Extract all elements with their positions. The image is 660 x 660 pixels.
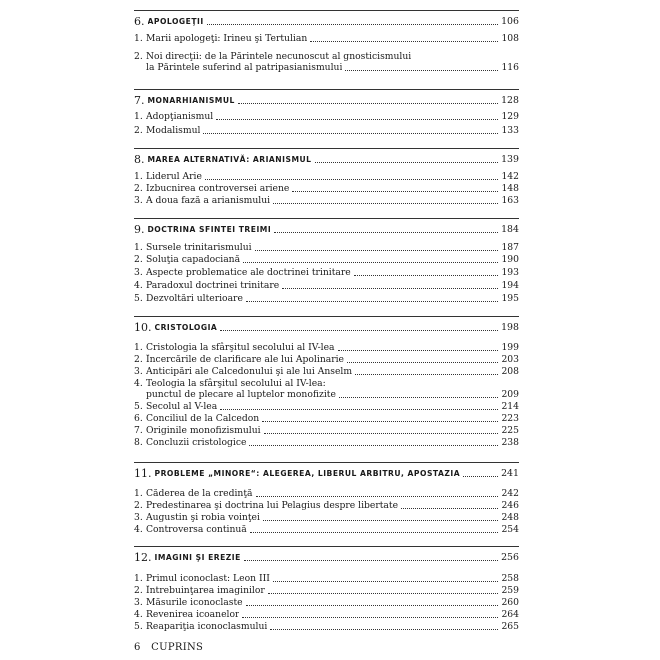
dot-leader — [246, 301, 499, 302]
toc-entry-number: 1. — [134, 342, 143, 353]
toc-entry-page: 163 — [501, 195, 519, 206]
toc-entry-title: A doua fază a arianismului — [146, 195, 271, 206]
dot-leader — [270, 629, 498, 630]
page-footer — [134, 642, 203, 653]
chapter-heading-number: 12. — [134, 551, 152, 564]
toc-entry-number: 3. — [134, 366, 143, 377]
toc-entry-number: 3. — [134, 512, 143, 523]
toc-entry — [134, 342, 519, 353]
toc-entry-number: 2. — [134, 51, 143, 62]
toc-entry-title: Sursele trinitarismului — [146, 242, 252, 253]
toc-entry-title: Încercările de clarificare ale lui Apolinarie — [146, 354, 344, 365]
dot-leader — [243, 262, 498, 263]
toc-entry-page: 265 — [501, 621, 519, 632]
dot-leader — [207, 24, 498, 25]
toc-entry-continuation — [134, 62, 519, 73]
toc-entry-number: 3. — [134, 597, 143, 608]
toc-entry-page: 199 — [501, 342, 519, 353]
dot-leader — [345, 70, 498, 71]
toc-entry — [134, 254, 519, 265]
toc-entry-title: Teologia la sfârşitul secolului al IV-lea: — [146, 378, 326, 389]
toc-entry-continuation — [134, 389, 519, 400]
toc-entry — [134, 293, 519, 304]
dot-leader — [255, 250, 499, 251]
toc-entry-page: 259 — [501, 585, 519, 596]
toc-entry-title: Căderea de la credinţă — [146, 488, 253, 499]
toc-entry-page: 108 — [501, 33, 519, 44]
toc-entry-title: Liderul Arie — [146, 171, 202, 182]
toc-entry-number: 8. — [134, 437, 143, 448]
toc-entry-page: 254 — [501, 524, 519, 535]
toc-entry-title: Adopţianismul — [146, 111, 214, 122]
toc-entry-page: 246 — [501, 500, 519, 511]
toc-entry — [134, 573, 519, 584]
toc-entry — [134, 621, 519, 632]
footer-page-number: 6 — [134, 642, 141, 653]
toc-entry-title: Originile monofizismului — [146, 425, 261, 436]
toc-entry-number: 5. — [134, 293, 143, 304]
toc-entry-page: 129 — [501, 111, 519, 122]
chapter-heading — [134, 154, 519, 165]
toc-entry-number: 1. — [134, 171, 143, 182]
chapter-separator-rule — [134, 218, 519, 219]
toc-entry-title: Reapariţia iconoclasmului — [146, 621, 268, 632]
toc-entry — [134, 280, 519, 291]
chapter-heading-title: CRISTOLOGIA — [154, 323, 218, 332]
dot-leader — [244, 560, 498, 561]
chapter-heading-title: PROBLEME „MINORE“: ALEGEREA, LIBERUL ARBITRU, APOSTAZIA — [154, 469, 461, 478]
chapter-heading — [134, 16, 519, 27]
chapter-separator-rule — [134, 316, 519, 317]
chapter-separator-rule — [134, 89, 519, 90]
toc-entry — [134, 437, 519, 448]
toc-entry-number: 1. — [134, 111, 143, 122]
toc-entry — [134, 512, 519, 523]
toc-entry-title: Modalismul — [146, 125, 201, 136]
dot-leader — [242, 617, 498, 618]
toc-entry-number: 4. — [134, 378, 143, 389]
chapter-heading — [134, 552, 519, 563]
toc-entry-continuation-page: 209 — [501, 389, 519, 400]
dot-leader — [339, 397, 499, 398]
toc-entry-title: Izbucnirea controversei ariene — [146, 183, 290, 194]
toc-entry — [134, 125, 519, 136]
chapter-heading-page: 198 — [501, 322, 519, 333]
chapter-heading-number: 6. — [134, 15, 145, 28]
toc-entry-page: 238 — [501, 437, 519, 448]
dot-leader — [249, 445, 498, 446]
dot-leader — [216, 119, 498, 120]
toc-entry-page: 223 — [501, 413, 519, 424]
dot-leader — [292, 191, 498, 192]
toc-entry-page: 195 — [501, 293, 519, 304]
toc-entry-title: Dezvoltări ulterioare — [146, 293, 243, 304]
toc-entry-number: 2. — [134, 254, 143, 265]
toc-entry — [134, 500, 519, 511]
toc-entry-title: Primul iconoclast: Leon III — [146, 573, 270, 584]
toc-entry — [134, 51, 519, 62]
toc-entry-page: 260 — [501, 597, 519, 608]
toc-entry-number: 3. — [134, 195, 143, 206]
toc-entry — [134, 585, 519, 596]
dot-leader — [203, 133, 498, 134]
toc-entry — [134, 425, 519, 436]
dot-leader — [310, 41, 498, 42]
toc-entry-number: 2. — [134, 125, 143, 136]
toc-entry-title: Măsurile iconoclaste — [146, 597, 243, 608]
toc-entry-page: 193 — [501, 267, 519, 278]
dot-leader — [264, 433, 499, 434]
chapter-heading-title: IMAGINI ŞI EREZIE — [154, 553, 241, 562]
toc-entry-number: 2. — [134, 500, 143, 511]
chapter-heading-title: MONARHIANISMUL — [147, 96, 235, 105]
chapter-heading-number: 8. — [134, 153, 145, 166]
toc-entry-title: Concluzii cristologice — [146, 437, 247, 448]
toc-entry-number: 4. — [134, 524, 143, 535]
toc-entry-number: 1. — [134, 573, 143, 584]
chapter-heading-number: 9. — [134, 223, 145, 236]
toc-entry-page: 190 — [501, 254, 519, 265]
dot-leader — [315, 162, 499, 163]
toc-entry-title: Marii apologeţi: Irineu şi Tertulian — [146, 33, 308, 44]
toc-entry-title: Augustin şi robia voinţei — [146, 512, 260, 523]
toc-entry-title: Soluţia capadociană — [146, 254, 241, 265]
dot-leader — [273, 203, 498, 204]
chapter-heading-number: 10. — [134, 321, 152, 334]
toc-entry — [134, 378, 519, 389]
toc-entry-page: 258 — [501, 573, 519, 584]
toc-entry-number: 4. — [134, 609, 143, 620]
toc-entry — [134, 195, 519, 206]
toc-entry-page: 133 — [501, 125, 519, 136]
toc-entry-title: Anticipări ale Calcedonului şi ale lui Anselm — [146, 366, 353, 377]
toc-entry — [134, 242, 519, 253]
toc-entry-page: 208 — [501, 366, 519, 377]
toc-entry-number: 1. — [134, 488, 143, 499]
toc-entry — [134, 597, 519, 608]
toc-entry-number: 4. — [134, 280, 143, 291]
dot-leader — [268, 593, 499, 594]
dot-leader — [463, 476, 498, 477]
dot-leader — [238, 103, 498, 104]
chapter-separator-rule — [134, 10, 519, 11]
chapter-heading-title: APOLOGEŢII — [147, 17, 204, 26]
toc-entry-title: Paradoxul doctrinei trinitare — [146, 280, 280, 291]
toc-entry — [134, 111, 519, 122]
dot-leader — [273, 581, 499, 582]
toc-entry-page: 214 — [501, 401, 519, 412]
toc-entry-title: Conciliul de la Calcedon — [146, 413, 260, 424]
toc-entry — [134, 183, 519, 194]
toc-entry-number: 2. — [134, 585, 143, 596]
toc-entry-number: 5. — [134, 401, 143, 412]
toc-entry-number: 5. — [134, 621, 143, 632]
chapter-heading-page: 256 — [501, 552, 519, 563]
dot-leader — [401, 508, 498, 509]
toc-entry — [134, 524, 519, 535]
toc-entry-continuation-title: la Părintele suferind al patripasianismului — [146, 62, 343, 73]
chapter-heading-page: 184 — [501, 224, 519, 235]
toc-entry-title: Aspecte problematice ale doctrinei trinitare — [146, 267, 351, 278]
toc-entry-title: Revenirea icoanelor — [146, 609, 240, 620]
chapter-heading-number: 11. — [134, 467, 152, 480]
chapter-heading — [134, 468, 519, 479]
toc-entry — [134, 609, 519, 620]
dot-leader — [205, 179, 499, 180]
chapter-heading-title: MAREA ALTERNATIVĂ: ARIANISMUL — [147, 155, 312, 164]
toc-entry-page: 187 — [501, 242, 519, 253]
chapter-heading — [134, 224, 519, 235]
toc-entry-page: 264 — [501, 609, 519, 620]
dot-leader — [246, 605, 499, 606]
dot-leader — [250, 532, 499, 533]
chapter-heading-page: 106 — [501, 16, 519, 27]
chapter-heading — [134, 322, 519, 333]
chapter-heading — [134, 95, 519, 106]
toc-entry-title: Secolul al V-lea — [146, 401, 218, 412]
toc-entry-number: 7. — [134, 425, 143, 436]
chapter-separator-rule — [134, 462, 519, 463]
toc-entry-page: 248 — [501, 512, 519, 523]
footer-running-title: CUPRINS — [151, 642, 204, 653]
toc-entry-number: 2. — [134, 354, 143, 365]
toc-entry-title: Cristologia la sfârşitul secolului al IV-lea — [146, 342, 335, 353]
toc-entry-page: 194 — [501, 280, 519, 291]
chapter-heading-page: 241 — [501, 468, 519, 479]
toc-entry-title: Noi direcţii: de la Părintele necunoscut al gnosticismului — [146, 51, 412, 62]
chapter-heading-number: 7. — [134, 94, 145, 107]
dot-leader — [355, 374, 498, 375]
toc-entry — [134, 488, 519, 499]
dot-leader — [262, 421, 498, 422]
toc-entry — [134, 33, 519, 44]
toc-entry-number: 2. — [134, 183, 143, 194]
toc-entry-number: 6. — [134, 413, 143, 424]
dot-leader — [354, 275, 499, 276]
dot-leader — [347, 362, 498, 363]
chapter-separator-rule — [134, 148, 519, 149]
toc-entry-page: 142 — [501, 171, 519, 182]
toc-entry-page: 148 — [501, 183, 519, 194]
toc-entry-title: Controversa continuă — [146, 524, 247, 535]
chapter-separator-rule — [134, 546, 519, 547]
toc-entry — [134, 401, 519, 412]
toc-entry — [134, 171, 519, 182]
chapter-heading-page: 128 — [501, 95, 519, 106]
toc-entry — [134, 267, 519, 278]
toc-entry-page: 242 — [501, 488, 519, 499]
toc-entry-number: 1. — [134, 33, 143, 44]
toc-entry-title: Întrebuinţarea imaginilor — [146, 585, 265, 596]
dot-leader — [220, 409, 498, 410]
dot-leader — [338, 350, 499, 351]
toc-entry — [134, 366, 519, 377]
chapter-heading-page: 139 — [501, 154, 519, 165]
dot-leader — [274, 232, 498, 233]
toc-entry-number: 3. — [134, 267, 143, 278]
toc-entry — [134, 354, 519, 365]
toc-entry-page: 203 — [501, 354, 519, 365]
toc-entry-title: Predestinarea şi doctrina lui Pelagius despre libertate — [146, 500, 399, 511]
dot-leader — [256, 496, 499, 497]
dot-leader — [220, 330, 498, 331]
toc-entry — [134, 413, 519, 424]
toc-entry-continuation-title: punctul de plecare al luptelor monofizite — [146, 389, 336, 400]
chapter-heading-title: DOCTRINA SFINTEI TREIMI — [147, 225, 272, 234]
toc-entry-page: 225 — [501, 425, 519, 436]
toc-entry-continuation-page: 116 — [501, 62, 519, 73]
dot-leader — [282, 288, 498, 289]
toc-entry-number: 1. — [134, 242, 143, 253]
dot-leader — [263, 520, 499, 521]
